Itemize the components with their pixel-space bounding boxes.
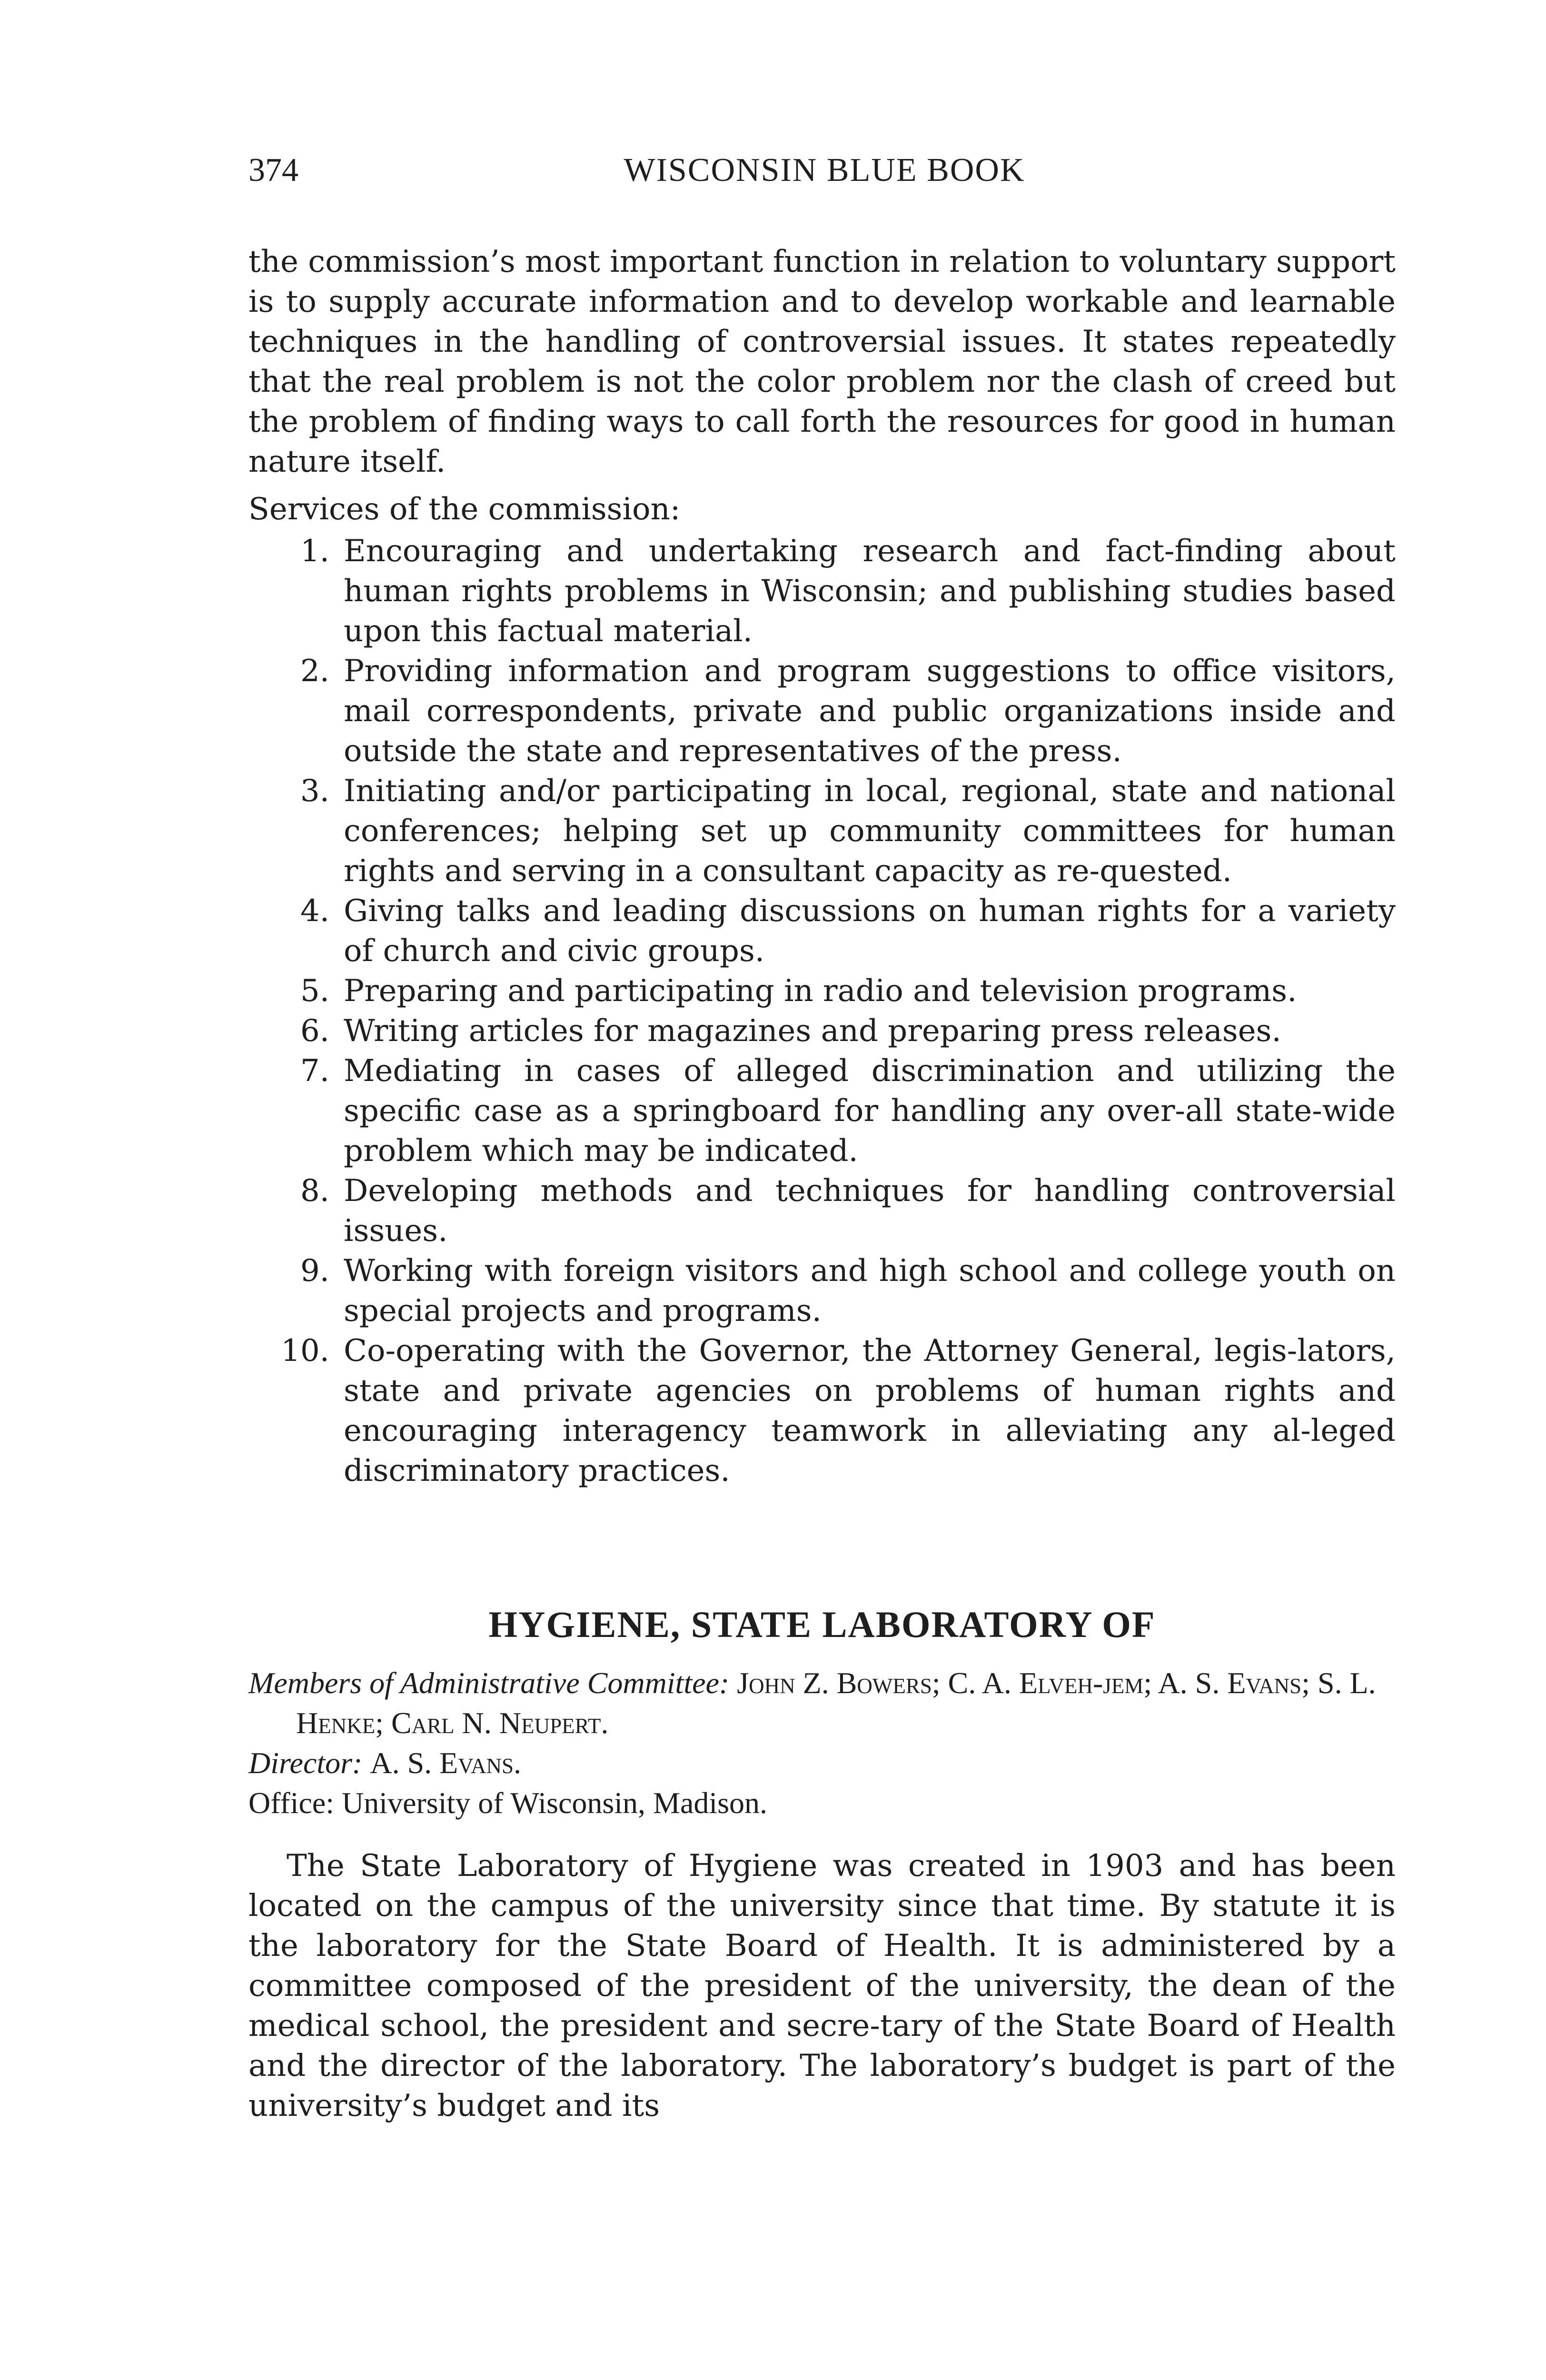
service-number: 5. bbox=[300, 973, 329, 1009]
running-head: WISCONSIN BLUE BOOK bbox=[624, 152, 1025, 188]
intro-paragraph: the commission’s most important function in relation to voluntary support is to supply accurate information and to develop workable and learnable techniques in the handling of controversial issues. It states repeatedly that the real problem is not the color problem nor the clash of creed but the problem of finding ways to call forth the resources for good in human nature itself. bbox=[248, 244, 1396, 479]
service-number: 6. bbox=[300, 1013, 329, 1049]
service-number: 4. bbox=[300, 893, 329, 929]
service-item bbox=[248, 1331, 1396, 1491]
members-label: Members of Administrative Committee: bbox=[248, 1666, 730, 1700]
service-number: 9. bbox=[300, 1253, 329, 1289]
service-text: Developing methods and techniques for handling controversial issues. bbox=[344, 1173, 1396, 1249]
service-number: 8. bbox=[300, 1173, 329, 1209]
services-label: Services of the commission: bbox=[248, 492, 681, 527]
members-line bbox=[248, 1663, 1396, 1743]
director-label: Director: bbox=[248, 1746, 363, 1780]
page-number: 374 bbox=[248, 152, 298, 188]
service-item bbox=[248, 651, 1396, 771]
service-item bbox=[248, 971, 1396, 1011]
service-item bbox=[248, 1051, 1396, 1171]
service-text: Providing information and program suggestions to office visitors, mail correspondents, private and public organizations inside and outside the state and representatives of the press. bbox=[344, 654, 1396, 769]
service-text: Encouraging and undertaking research and fact-finding about human rights problems in Wisconsin; and publishing studies based upon this factual material. bbox=[344, 534, 1396, 649]
service-number: 10. bbox=[281, 1333, 329, 1368]
service-item bbox=[248, 531, 1396, 651]
history-paragraph: The State Laboratory of Hygiene was created in 1903 and has been located on the campus of the university since that time. By statute it is the laboratory for the State Board of Health. It is administered by a committee composed of the president of the university, the dean of the medical school, the president and secre-tary of the State Board of Health and the director of the laboratory. The laboratory’s budget is part of the university’s budget and its bbox=[248, 1848, 1396, 2123]
service-item bbox=[248, 891, 1396, 971]
members-names: John Z. Bowers; C. A. Elveh-jem; A. S. Evans; S. L. Henke; Carl N. Neupert. bbox=[296, 1666, 1376, 1740]
service-text: Mediating in cases of alleged discrimination and utilizing the specific case as a springboard for handling any over-all state-wide problem which may be indicated. bbox=[344, 1053, 1396, 1169]
services-list bbox=[248, 531, 1396, 1491]
service-item bbox=[248, 1011, 1396, 1051]
service-text: Initiating and/or participating in local, regional, state and national conferences; helping set up community committees for human rights and serving in a consultant capacity as re-quested. bbox=[344, 774, 1396, 889]
service-number: 1. bbox=[300, 534, 329, 569]
service-item bbox=[248, 1171, 1396, 1251]
director-line bbox=[248, 1743, 1396, 1783]
service-text: Co-operating with the Governor, the Attorney General, legis-lators, state and private agencies on problems of human rights and encouraging interagency teamwork in alleviating any al-leged discriminatory practices. bbox=[344, 1333, 1396, 1488]
service-text: Preparing and participating in radio and television programs. bbox=[344, 973, 1297, 1009]
page-header bbox=[248, 151, 1400, 197]
service-number: 2. bbox=[300, 654, 329, 689]
office-value: University of Wisconsin, Madison. bbox=[342, 1786, 768, 1820]
service-item bbox=[248, 1251, 1396, 1331]
office-line bbox=[248, 1783, 1396, 1823]
section-title: HYGIENE, STATE LABORATORY OF bbox=[488, 1604, 1156, 1645]
administration-block bbox=[248, 1663, 1396, 1823]
office-label: Office: bbox=[248, 1786, 335, 1820]
service-number: 7. bbox=[300, 1053, 329, 1089]
service-text: Writing articles for magazines and preparing press releases. bbox=[344, 1013, 1281, 1049]
service-text: Working with foreign visitors and high school and college youth on special projects and programs. bbox=[344, 1253, 1396, 1329]
service-item bbox=[248, 771, 1396, 891]
service-number: 3. bbox=[300, 774, 329, 809]
service-text: Giving talks and leading discussions on human rights for a variety of church and civic groups. bbox=[344, 893, 1396, 969]
director-name: A. S. Evans. bbox=[370, 1746, 521, 1780]
